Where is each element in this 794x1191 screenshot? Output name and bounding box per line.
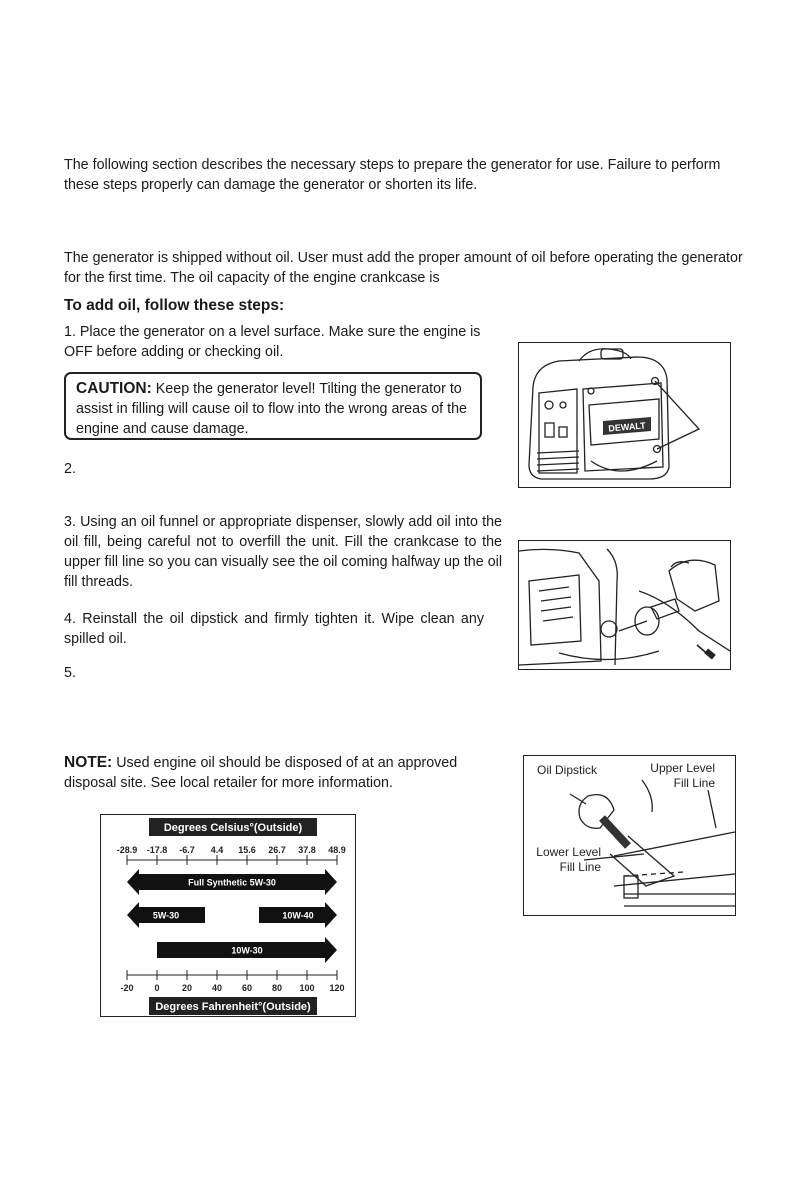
note-text: Used engine oil should be disposed of at an approved disposal site. See local retailer for more information.: [64, 755, 458, 791]
oil-intro-paragraph: The generator is shipped without oil. User must add the proper amount of oil before operating the generator for the first time. The oil capacity of the engine crankcase is: [64, 250, 743, 286]
viscosity-chart-svg: [101, 815, 354, 1015]
oil-fill-illustration: [519, 541, 730, 669]
fahrenheit-tick-label: 120: [329, 983, 345, 993]
intro-paragraph: The following section describes the necessary steps to prepare the generator for use. Failure to perform these steps properly can damage the generator or shorten its life.: [64, 157, 721, 193]
fahrenheit-tick-label: -20: [120, 983, 134, 993]
oil-fill-figure: [518, 540, 731, 670]
step-2: 2.: [64, 461, 76, 477]
oil-viscosity-chart: [100, 814, 356, 1017]
fahrenheit-tick-label: 0: [154, 983, 160, 993]
fahrenheit-title: Degrees Fahrenheit°(Outside): [155, 1001, 311, 1013]
caution-box: [64, 372, 482, 440]
fahrenheit-tick-label: 80: [271, 983, 283, 993]
fahrenheit-tick-label: 100: [299, 983, 315, 993]
step-1: 1. Place the generator on a level surface. Make sure the engine is OFF before adding or checking oil.: [64, 324, 481, 360]
celsius-tick-label: 4.4: [210, 845, 224, 855]
generator-illustration: [519, 343, 730, 487]
celsius-tick-label: -28.9: [116, 845, 138, 855]
caution-label: CAUTION:: [76, 380, 152, 397]
oil-range-label: 5W-30: [152, 910, 180, 921]
fahrenheit-tick-label: 40: [211, 983, 223, 993]
step-5: 5.: [64, 665, 76, 681]
oil-range-label: 10W-30: [231, 945, 263, 956]
celsius-tick-label: 48.9: [328, 845, 346, 855]
step-3: 3. Using an oil funnel or appropriate dispenser, slowly add oil into the oil fill, being careful not to overfill the unit. Fill the crankcase to the upper fill line so you can visually see the oil coming halfway up the oil fill threads.: [64, 514, 502, 590]
celsius-title: Degrees Celsius°(Outside): [163, 822, 303, 834]
oil-range-label: Full Synthetic 5W-30: [188, 877, 276, 888]
caution-text: Keep the generator level! Tilting the generator to assist in filling will cause oil to flow into the wrong areas of the engine and cause damage.: [76, 381, 467, 437]
note-paragraph: [64, 753, 484, 793]
lower-level-label-2: Fill Line: [559, 860, 601, 874]
fahrenheit-tick-label: 20: [181, 983, 193, 993]
note-label: NOTE:: [64, 754, 113, 771]
celsius-tick-label: -17.8: [146, 845, 168, 855]
steps-heading: To add oil, follow these steps:: [64, 297, 285, 314]
celsius-tick-label: -6.7: [179, 845, 195, 855]
oil-range-label: 10W-40: [282, 910, 314, 921]
brand-logo: DEWALT: [607, 420, 647, 434]
fahrenheit-tick-label: 60: [241, 983, 253, 993]
upper-level-label-1: Upper Level: [650, 761, 715, 775]
upper-level-label-2: Fill Line: [673, 776, 715, 790]
dipstick-figure: [523, 755, 736, 916]
dipstick-label: Oil Dipstick: [537, 763, 598, 777]
dipstick-illustration: [524, 756, 735, 915]
step-4: 4. Reinstall the oil dipstick and firmly tighten it. Wipe clean any spilled oil.: [64, 611, 484, 647]
celsius-tick-label: 37.8: [298, 845, 316, 855]
lower-level-label-1: Lower Level: [536, 845, 601, 859]
celsius-tick-label: 26.7: [268, 845, 286, 855]
generator-figure: [518, 342, 731, 488]
celsius-tick-label: 15.6: [238, 845, 256, 855]
